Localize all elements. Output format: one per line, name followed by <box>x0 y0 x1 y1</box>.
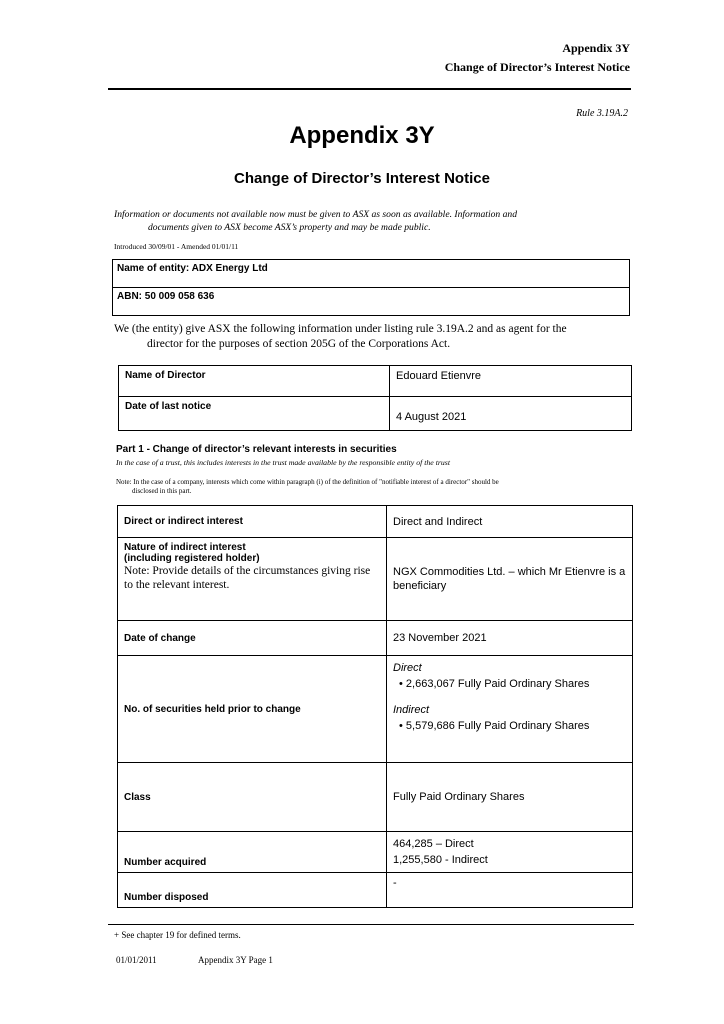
table-row <box>118 656 633 763</box>
header-subtitle: Change of Director’s Interest Notice <box>444 60 630 74</box>
entity-statement-line2: director for the purposes of section 205G of the Corporations Act. <box>147 338 451 350</box>
header-title: Appendix 3Y <box>562 41 630 55</box>
introduced-amended-line: Introduced 30/09/01 - Amended 01/01/11 <box>114 242 239 251</box>
footer-terms: + See chapter 19 for defined terms. <box>114 930 241 940</box>
bullet-icon: • <box>399 678 406 690</box>
number-disposed-value: - <box>387 873 633 908</box>
table-row <box>118 832 633 873</box>
footer-page-number: Appendix 3Y Page 1 <box>198 955 273 965</box>
director-table <box>118 365 632 431</box>
class-label: Class <box>118 763 387 832</box>
info-note-line1: Information or documents not available now must be given to ASX as soon as available. Information and <box>114 209 517 220</box>
director-name-value: Edouard Etienvre <box>390 366 632 397</box>
nature-label-line2: (including registered holder) <box>124 553 260 564</box>
footer-date: 01/01/2011 <box>116 955 157 965</box>
number-acquired-value <box>387 832 633 873</box>
entity-statement-line1: We (the entity) give ASX the following information under listing rule 3.19A.2 and as agent for the <box>114 323 567 335</box>
abn-row <box>113 288 630 316</box>
company-note-line1: Note: In the case of a company, interests which come within paragraph (i) of the definition of "notifiable interest of a director" should be <box>116 478 499 486</box>
number-disposed-label: Number disposed <box>118 873 387 908</box>
header-divider <box>108 88 631 90</box>
last-notice-label: Date of last notice <box>119 397 390 431</box>
table-row <box>118 873 633 908</box>
prior-holdings-label: No. of securities held prior to change <box>118 656 387 763</box>
direct-indirect-label: Direct or indirect interest <box>118 506 387 538</box>
prior-direct-heading: Direct <box>393 662 422 674</box>
table-row <box>118 506 633 538</box>
number-acquired-label: Number acquired <box>118 832 387 873</box>
class-value: Fully Paid Ordinary Shares <box>387 763 633 832</box>
part1-trust-note: In the case of a trust, this includes interests in the trust made available by the responsible entity of the trust <box>116 458 450 467</box>
table-row <box>118 538 633 621</box>
direct-indirect-value: Direct and Indirect <box>387 506 633 538</box>
prior-direct-item <box>393 676 626 692</box>
last-notice-row <box>119 397 632 431</box>
last-notice-value: 4 August 2021 <box>390 397 632 431</box>
company-note-line2: disclosed in this part. <box>132 487 192 495</box>
director-name-row <box>119 366 632 397</box>
date-of-change-label: Date of change <box>118 621 387 656</box>
director-name-label: Name of Director <box>119 366 390 397</box>
entity-name-row <box>113 260 630 288</box>
part1-heading: Part 1 - Change of director’s relevant interests in securities <box>116 444 397 455</box>
nature-label-line1: Nature of indirect interest <box>124 542 246 553</box>
prior-holdings-value <box>387 656 633 763</box>
nature-of-indirect-interest-cell <box>118 538 387 621</box>
part1-company-note <box>116 478 636 496</box>
page-title: Appendix 3Y <box>289 122 435 149</box>
prior-indirect-heading: Indirect <box>393 704 430 716</box>
info-note-line2: documents given to ASX become ASX’s property and may be made public. <box>148 222 431 233</box>
table-row <box>118 621 633 656</box>
interest-change-table <box>117 505 633 908</box>
entity-name-cell: Name of entity: ADX Energy Ltd <box>113 260 630 288</box>
footer-divider <box>108 924 634 925</box>
date-of-change-value: 23 November 2021 <box>387 621 633 656</box>
nature-note: Note: Provide details of the circumstances giving rise to the relevant interest. <box>124 565 371 591</box>
rule-reference: Rule 3.19A.2 <box>576 108 628 119</box>
prior-indirect-item <box>393 718 626 734</box>
abn-cell: ABN: 50 009 058 636 <box>113 288 630 316</box>
prior-direct-value: 2,663,067 Fully Paid Ordinary Shares <box>405 678 590 690</box>
table-row <box>118 763 633 832</box>
entity-table <box>112 259 630 316</box>
entity-statement <box>114 322 639 352</box>
nature-value: NGX Commodities Ltd. – which Mr Etienvre is a beneficiary <box>387 538 633 621</box>
prior-indirect-value: 5,579,686 Fully Paid Ordinary Shares <box>405 720 590 732</box>
acquired-indirect: 1,255,580 - Indirect <box>393 854 488 866</box>
page-subtitle: Change of Director’s Interest Notice <box>234 170 490 187</box>
acquired-direct: 464,285 – Direct <box>393 838 474 850</box>
bullet-icon: • <box>399 720 406 732</box>
info-note <box>114 208 634 234</box>
